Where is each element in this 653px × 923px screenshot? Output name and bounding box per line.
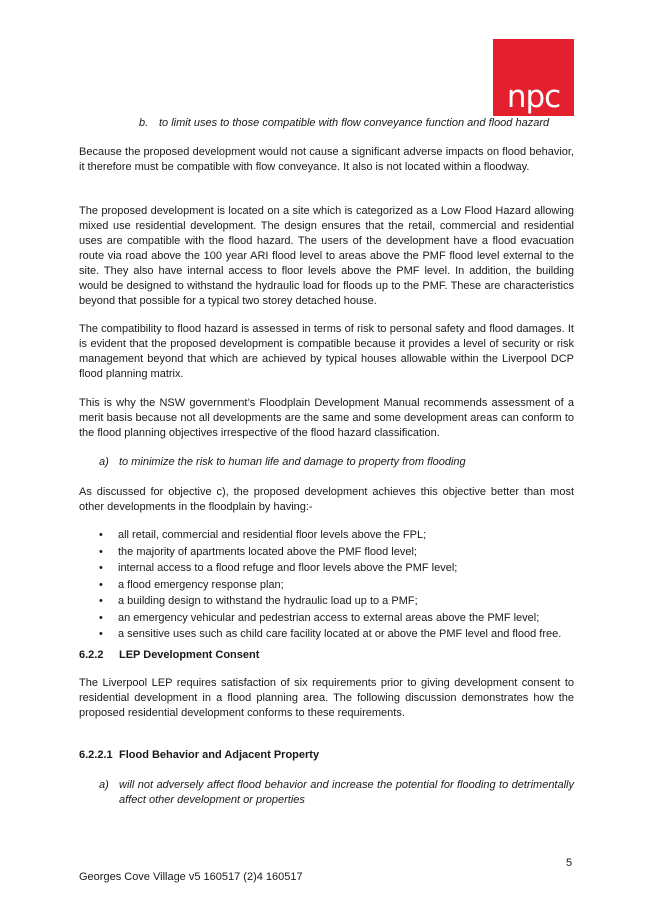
criterion-b [139,116,579,131]
heading-title: LEP Development Consent [119,649,260,661]
list-item: • a flood emergency response plan; [99,578,284,591]
criterion-a-flood-behavior [99,778,574,808]
criterion-marker: a) [99,779,109,791]
list-item: • an emergency vehicular and pedestrian access to external areas above the PMF level; [99,611,540,624]
paragraph-lep: The Liverpool LEP requires satisfaction of six requirements prior to giving development consent to residential development in a flood planning area. The following discussion demonstrates how the proposed residential development conforms to these requirements. [79,677,574,719]
paragraph-low-flood-hazard: The proposed development is located on a site which is categorized as a Low Flood Hazard allowing mixed use residential development. The design ensures that the retail, commercial and residential uses are compatible with the flood hazard. The users of the development have a flood evacuation route via road above the 100 year ARI flood level to areas above the PMF flood level external to the site. They also have internal access to floor levels above the PMF level. In addition, the building would be designed to withstand the hydraulic load for floods up to the PMF. These are characteristics beyond that possible for a typical two storey detached house. [79,205,574,307]
criterion-a-risk [99,455,574,470]
heading-number: 6.2.2.1 [79,749,113,761]
npc-logo [493,39,574,116]
logo-text: npc [506,79,561,115]
heading-number: 6.2.2 [79,649,104,661]
criterion-text: to limit uses to those compatible with flow conveyance function and flood hazard [159,117,550,129]
list-item: • the majority of apartments located above the PMF flood level; [99,545,417,558]
paragraph-flow-conveyance: Because the proposed development would not cause a significant adverse impacts on flood behavior, it therefore must be compatible with flow conveyance. It also is not located within a floodway. [79,146,574,173]
subsection-heading [79,748,319,763]
heading-title: Flood Behavior and Adjacent Property [119,749,320,761]
list-item: • internal access to a flood refuge and floor levels above the PMF level; [99,562,458,574]
footer-text: Georges Cove Village v5 160517 (2)4 160517 [79,871,303,883]
criterion-text: to minimize the risk to human life and damage to property from flooding [119,456,466,468]
criterion-marker: a) [99,456,109,468]
page-number: 5 [566,857,573,869]
criterion-marker: b. [139,117,149,129]
list-item: • a sensitive uses such as child care facility located at or above the PMF level and flood free. [99,628,562,640]
criterion-text: will not adversely affect flood behavior and increase the potential for flooding to detrimentally affect other development or properties [119,779,574,806]
section-heading [79,648,259,663]
list-item: • all retail, commercial and residential floor levels above the FPL; [99,529,427,541]
paragraph-objective-c: As discussed for objective c), the proposed development achieves this objective better than most other developments in the floodplain by having:- [79,486,574,513]
paragraph-compatibility: The compatibility to flood hazard is assessed in terms of risk to personal safety and flood damages. It is evident that the proposed development is compatible because it provides a level of security or risk management beyond that which are achieved by typical houses allowable within the Liverpool DCP flood planning matrix. [79,323,574,380]
paragraph-floodplain-manual: This is why the NSW government’s Floodplain Development Manual recommends assessment of a merit basis because not all developments are the same and some development areas can conform to the flood planning objectives irrespective of the flood hazard classification. [79,397,574,439]
list-item: • a building design to withstand the hydraulic load up to a PMF; [99,595,418,607]
features-list [79,528,574,644]
